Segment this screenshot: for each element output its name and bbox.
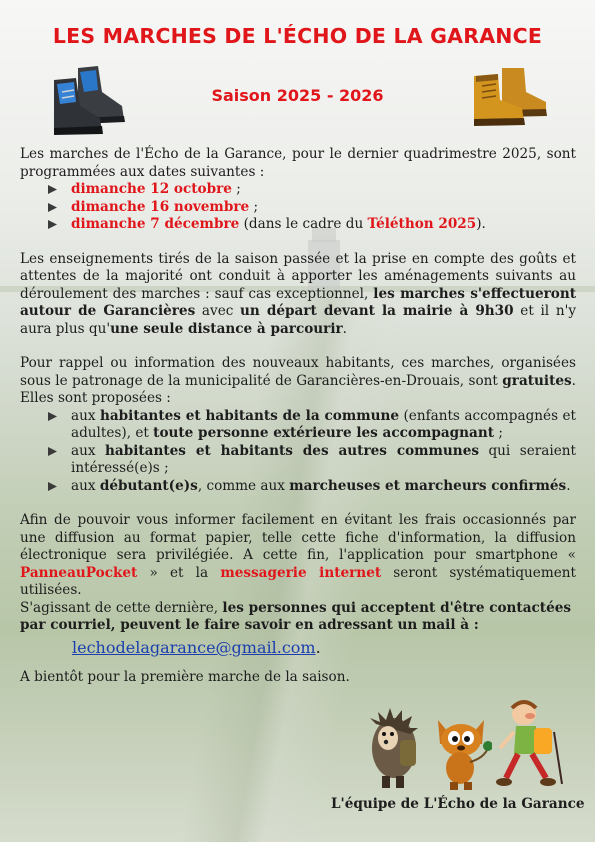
list-item: aux débutant(e)s, comme aux marcheuses et marcheurs confirmés. <box>20 478 576 496</box>
intro-paragraph: Les marches de l'Écho de la Garance, pour le dernier quadrimestre 2025, sont programmées aux dates suivantes : <box>20 146 576 180</box>
season-subtitle: Saison 2025 - 2026 <box>211 86 384 105</box>
email-link[interactable]: lechodelagarance@gmail.com <box>72 637 316 657</box>
panneaupocket-label: PanneauPocket <box>20 564 138 581</box>
messagerie-label: messagerie internet <box>220 564 382 581</box>
dates-list <box>20 181 576 234</box>
consent-paragraph: S'agissant de cette dernière, les personnes qui acceptent d'être contactées par courriel, peuvent le faire savoir en adressant un mail à : <box>20 599 572 633</box>
work-boots-icon <box>468 64 550 128</box>
signature: L'équipe de L'Écho de la Garance <box>331 796 585 812</box>
contact-paragraph: Afin de pouvoir vous informer facilement en évitant les frais occasionnés par une diffusion au format papier, telle cette fiche d'information, la diffusion électronique sera privilégiée. A cette fin, l'application pour smartphone « PanneauPocket » et la messagerie internet seront systématiquement utilisées. <box>20 512 576 598</box>
hiking-boots-icon <box>48 62 130 136</box>
flyer-body <box>20 146 576 686</box>
page-title: LES MARCHES DE L'ÉCHO DE LA GARANCE <box>52 24 543 48</box>
list-item: aux habitantes et habitants des autres communes qui seraient intéressé(e)s ; <box>20 443 576 478</box>
list-item: dimanche 12 octobre ; <box>20 181 576 199</box>
closing-text: A bientôt pour la première marche de la saison. <box>20 668 350 685</box>
list-item: aux habitantes et habitants de la commune (enfants accompagnés et adultes), et toute personne extérieure les accompagnant ; <box>20 408 576 443</box>
bullet-arrow-icon <box>47 202 58 213</box>
bullet-arrow-icon <box>47 184 58 195</box>
audience-list <box>20 408 576 496</box>
bullet-arrow-icon <box>47 481 58 492</box>
bullet-arrow-icon <box>47 219 58 230</box>
hedgehog-mascot-icon <box>362 704 424 790</box>
date-3: dimanche 7 décembre <box>71 216 240 232</box>
arrangements-paragraph: Les enseignements tirés de la saison passée et la prise en compte des goûts et attentes de la majorité ont conduit à apporter les aménagements suivants au déroulement des marches : sauf cas exceptionnel, les marches s'effectueront autour de Garancières avec un départ devant la mairie à 9h30 et il n'y aura plus qu'une seule distance à parcourir. <box>20 250 576 337</box>
telethon-label: Téléthon 2025 <box>367 216 477 232</box>
hiker-mascot-icon <box>494 698 568 792</box>
reminder-paragraph: Pour rappel ou information des nouveaux habitants, ces marches, organisées sous le patronage de la municipalité de Garancières-en-Drouais, sont gratuites. Elles sont proposées : <box>20 355 576 406</box>
date-1: dimanche 12 octobre <box>71 181 232 197</box>
email-line: lechodelagarance@gmail.com. <box>72 637 321 657</box>
bullet-arrow-icon <box>47 411 58 422</box>
cat-mascot-icon <box>430 710 492 792</box>
list-item: dimanche 16 novembre ; <box>20 199 576 217</box>
bullet-arrow-icon <box>47 446 58 457</box>
list-item: dimanche 7 décembre (dans le cadre du Téléthon 2025). <box>20 216 576 234</box>
date-2: dimanche 16 novembre <box>71 198 250 215</box>
